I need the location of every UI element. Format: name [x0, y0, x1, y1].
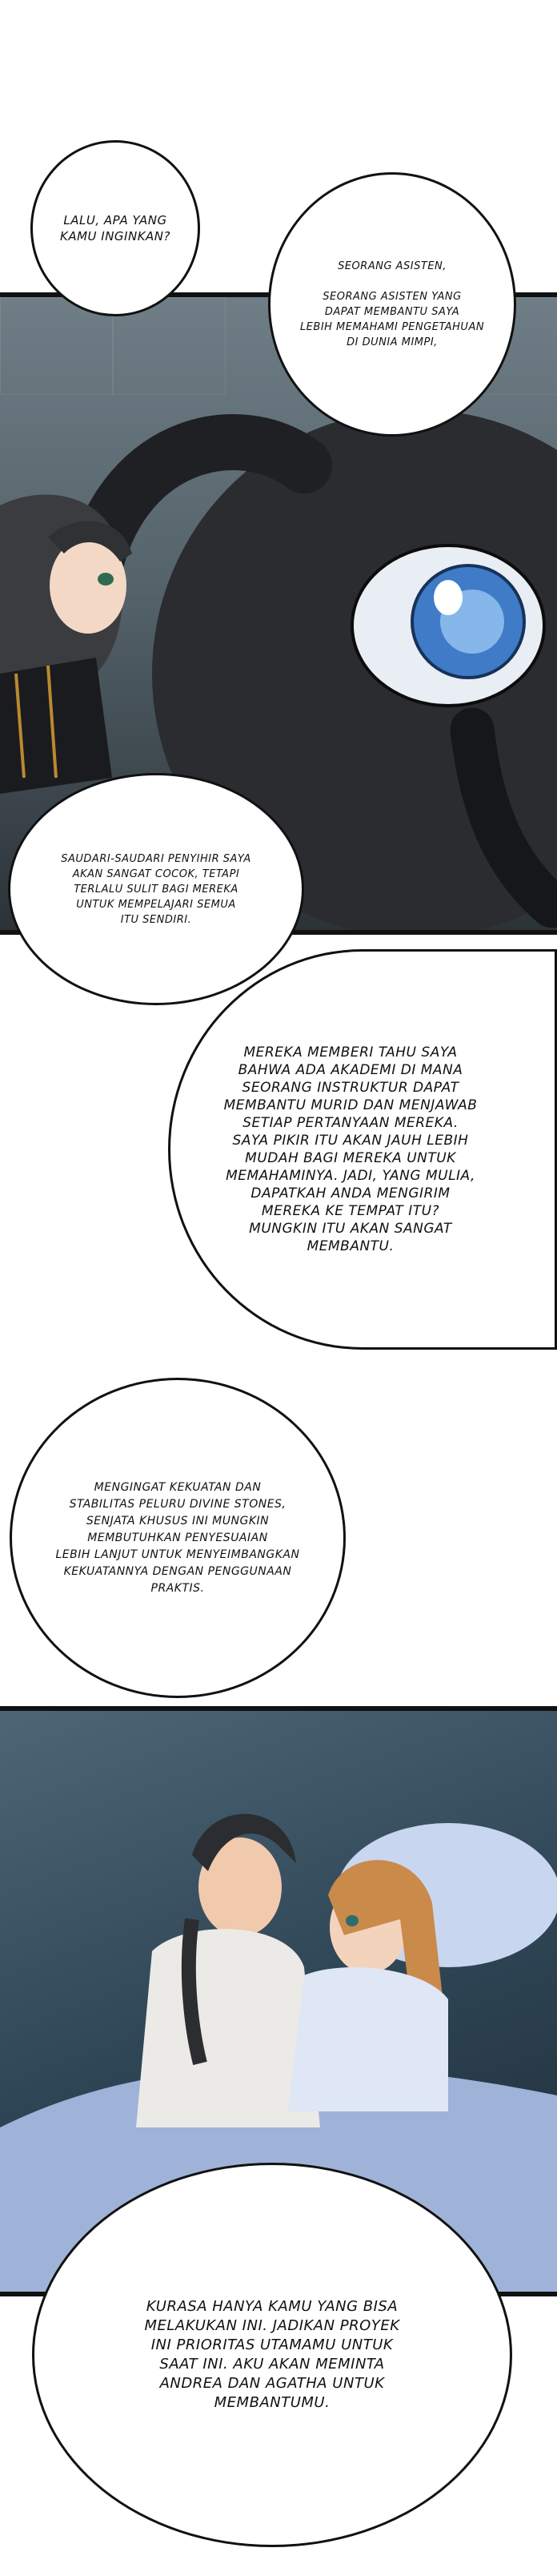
- bubble-text: MEREKA MEMBERI TAHU SAYA BAHWA ADA AKADEMI DI MANA SEORANG INSTRUKTUR DAPAT MEMBANTU MURID DAN MENJAWAB SETIAP PERTANYAAN MEREKA. SAYA PIKIR ITU AKAN JAUH LEBIH MUDAH BAGI MEREKA UNTUK MEMAHAMINYA. JADI, YANG MULIA, DAPATKAH ANDA MENGIRIM MEREKA KE TEMPAT ITU? MUNGKIN ITU AKAN SANGAT MEMBANTU.: [223, 1044, 478, 1254]
- speech-bubble: [30, 140, 200, 316]
- bubble-text: KURASA HANYA KAMU YANG BISA MELAKUKAN INI. JADIKAN PROYEK INI PRIORITAS UTAMAMU UNTUK SAAT INI. AKU AKAN MEMINTA ANDREA DAN AGATHA UNTUK MEMBANTUMU.: [144, 2298, 400, 2411]
- speech-bubble: [10, 1378, 346, 1698]
- speech-bubble: [8, 773, 304, 1005]
- bubble-text: SAUDARI-SAUDARI PENYIHIR SAYA AKAN SANGAT COCOK, TETAPI TERLALU SULIT BAGI MEREKA UNTUK MEMPELAJARI SEMUA ITU SENDIRI.: [61, 852, 251, 926]
- speech-bubble: [32, 2163, 512, 2547]
- bubble-text: MENGINGAT KEKUATAN DAN STABILITAS PELURU DIVINE STONES, SENJATA KHUSUS INI MUNGKIN MEMBUTUHKAN PENYESUAIAN LEBIH LANJUT UNTUK MENYEIMBANGKAN KEKUATANNYA DENGAN PENGGUNAAN PRAKTIS.: [55, 1480, 300, 1595]
- bubble-text: SEORANG ASISTEN, SEORANG ASISTEN YANG DAPAT MEMBANTU SAYA LEBIH MEMAHAMI PENGETAHUAN DI DUNIA MIMPI,: [299, 260, 485, 348]
- speech-bubble: [168, 949, 557, 1350]
- bubble-text: LALU, APA YANG KAMU INGINKAN?: [60, 213, 170, 244]
- speech-bubble: [268, 172, 516, 437]
